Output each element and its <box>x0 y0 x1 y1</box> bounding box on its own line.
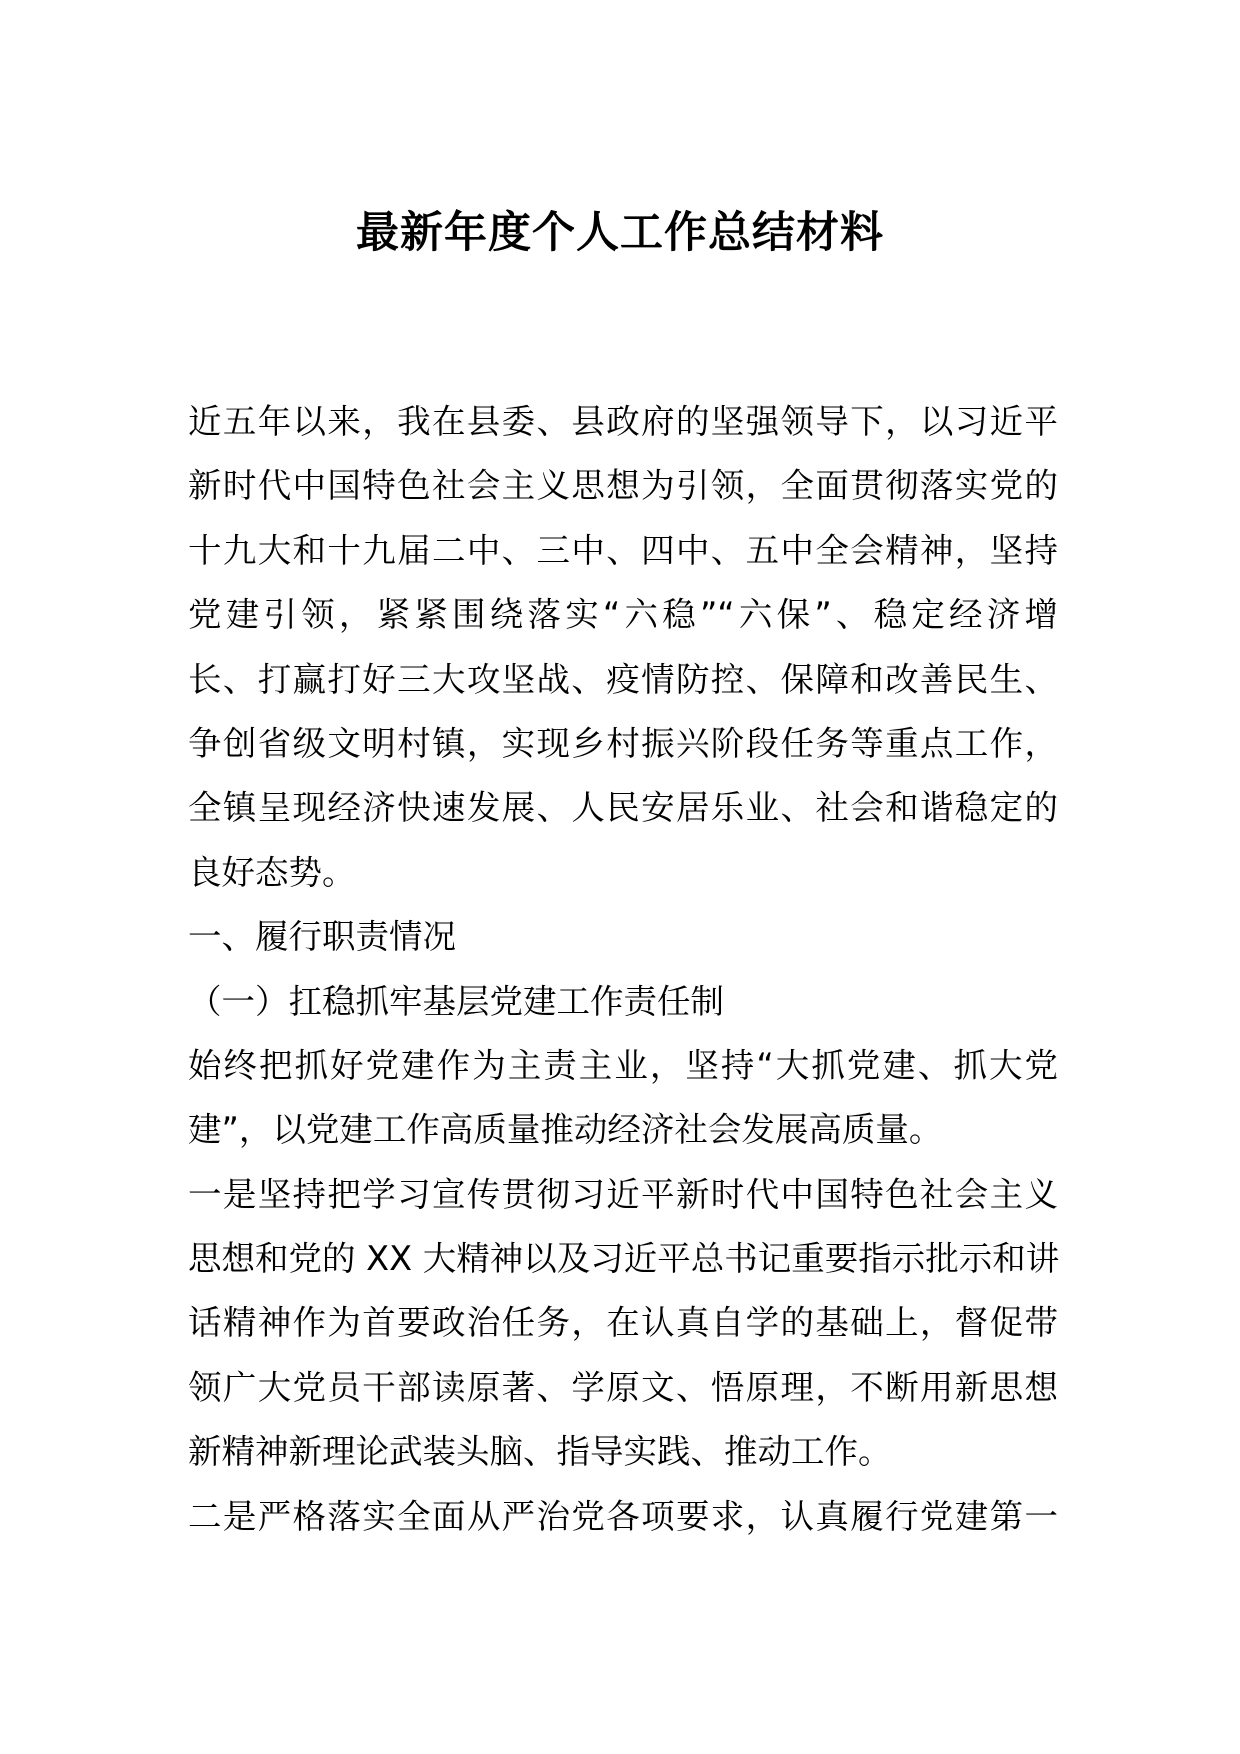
subsection-heading: （一）扛稳抓牢基层党建工作责任制 <box>188 981 724 1021</box>
body-line: 全镇呈现经济快速发展、人民安居乐业、社会和谐稳定的 <box>188 788 1058 828</box>
body-line: 新精神新理论武装头脑、指导实践、推动工作。 <box>188 1432 892 1472</box>
body-line: 争创省级文明村镇，实现乡村振兴阶段任务等重点工作， <box>188 723 1058 763</box>
body-line: 十九大和十九届二中、三中、四中、五中全会精神，坚持 <box>188 530 1058 570</box>
body-line: 一是坚持把学习宣传贯彻习近平新时代中国特色社会主义 <box>188 1174 1058 1214</box>
body-line: 良好态势。 <box>188 852 356 892</box>
body-line: 话精神作为首要政治任务，在认真自学的基础上，督促带 <box>188 1303 1058 1343</box>
section-heading: 一、履行职责情况 <box>188 917 456 957</box>
document-title: 最新年度个人工作总结材料 <box>356 208 884 258</box>
body-line: 始终把抓好党建作为主责主业，坚持“大抓党建、抓大党 <box>188 1045 1058 1085</box>
body-line: 领广大党员干部读原著、学原文、悟原理，不断用新思想 <box>188 1367 1058 1407</box>
body-line: 建”，以党建工作高质量推动经济社会发展高质量。 <box>188 1110 943 1150</box>
document-body <box>188 390 1058 1549</box>
body-line: 二是严格落实全面从严治党各项要求，认真履行党建第一 <box>188 1496 1058 1536</box>
body-line: 新时代中国特色社会主义思想为引领，全面贯彻落实党的 <box>188 466 1058 506</box>
body-line: 党建引领，紧紧围绕落实“六稳”“六保”、稳定经济增 <box>188 595 1058 635</box>
body-line: 思想和党的 XX 大精神以及习近平总书记重要指示批示和讲 <box>188 1239 1060 1279</box>
body-line: 长、打赢打好三大攻坚战、疫情防控、保障和改善民生、 <box>188 659 1058 699</box>
body-line: 近五年以来，我在县委、县政府的坚强领导下，以习近平 <box>188 402 1058 441</box>
